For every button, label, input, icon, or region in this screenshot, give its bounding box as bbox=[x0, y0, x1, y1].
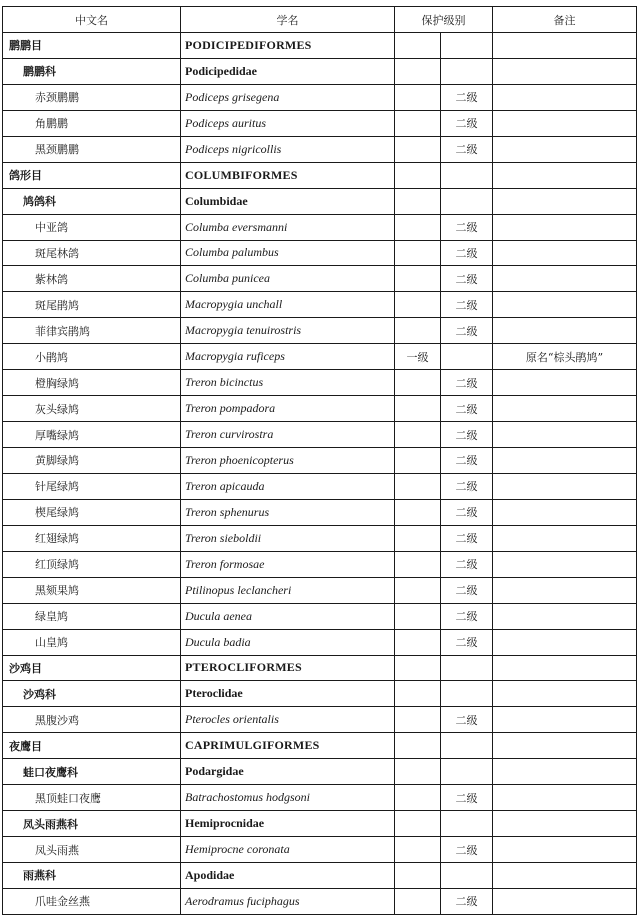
level-1-cell bbox=[395, 84, 441, 110]
level-1-cell bbox=[395, 655, 441, 681]
chinese-name-cell: 鹏鹏科 bbox=[3, 58, 181, 84]
scientific-name-cell: Treron formosae bbox=[181, 551, 395, 577]
remarks-cell bbox=[493, 422, 637, 448]
species-row bbox=[3, 551, 637, 577]
remarks-cell bbox=[493, 681, 637, 707]
level-2-cell: 二级 bbox=[441, 292, 493, 318]
level-2-cell: 二级 bbox=[441, 448, 493, 474]
scientific-name-cell: Treron sphenurus bbox=[181, 499, 395, 525]
remarks-cell bbox=[493, 136, 637, 162]
chinese-name-cell: 凤头雨燕科 bbox=[3, 811, 181, 837]
remarks-cell bbox=[493, 551, 637, 577]
chinese-name-cell: 雨燕科 bbox=[3, 863, 181, 889]
scientific-name-cell: Pterocles orientalis bbox=[181, 707, 395, 733]
level-2-cell: 二级 bbox=[441, 525, 493, 551]
species-row bbox=[3, 292, 637, 318]
scientific-name-cell: Podiceps nigricollis bbox=[181, 136, 395, 162]
scientific-name-cell: Hemiprocnidae bbox=[181, 811, 395, 837]
chinese-name-cell: 凤头雨燕 bbox=[3, 837, 181, 863]
level-1-cell bbox=[395, 33, 441, 59]
chinese-name-cell: 黑颈鹏鹏 bbox=[3, 136, 181, 162]
remarks-cell bbox=[493, 577, 637, 603]
remarks-cell bbox=[493, 188, 637, 214]
level-2-cell bbox=[441, 681, 493, 707]
remarks-cell bbox=[493, 603, 637, 629]
level-1-cell bbox=[395, 370, 441, 396]
level-1-cell bbox=[395, 811, 441, 837]
level-2-cell bbox=[441, 33, 493, 59]
chinese-name-cell: 紫林鸽 bbox=[3, 266, 181, 292]
level-1-cell bbox=[395, 629, 441, 655]
level-1-cell bbox=[395, 292, 441, 318]
scientific-name-cell: Treron phoenicopterus bbox=[181, 448, 395, 474]
remarks-cell bbox=[493, 214, 637, 240]
scientific-name-cell: Batrachostomus hodgsoni bbox=[181, 785, 395, 811]
remarks-cell bbox=[493, 318, 637, 344]
header-protection-level: 保护级别 bbox=[395, 7, 493, 33]
species-row bbox=[3, 448, 637, 474]
level-2-cell: 二级 bbox=[441, 577, 493, 603]
chinese-name-cell: 沙鸡科 bbox=[3, 681, 181, 707]
remarks-cell bbox=[493, 785, 637, 811]
level-2-cell bbox=[441, 655, 493, 681]
scientific-name-cell: Treron bicinctus bbox=[181, 370, 395, 396]
chinese-name-cell: 菲律宾鹃鸠 bbox=[3, 318, 181, 344]
level-1-cell bbox=[395, 188, 441, 214]
level-1-cell bbox=[395, 110, 441, 136]
remarks-cell bbox=[493, 525, 637, 551]
species-row bbox=[3, 888, 637, 914]
chinese-name-cell: 爪哇金丝燕 bbox=[3, 888, 181, 914]
remarks-cell bbox=[493, 266, 637, 292]
scientific-name-cell: Columba palumbus bbox=[181, 240, 395, 266]
chinese-name-cell: 鹏鹏目 bbox=[3, 33, 181, 59]
chinese-name-cell: 斑尾林鸽 bbox=[3, 240, 181, 266]
level-2-cell bbox=[441, 58, 493, 84]
chinese-name-cell: 黑颏果鸠 bbox=[3, 577, 181, 603]
header-remarks: 备注 bbox=[493, 7, 637, 33]
level-2-cell: 二级 bbox=[441, 551, 493, 577]
species-row bbox=[3, 396, 637, 422]
species-row bbox=[3, 136, 637, 162]
chinese-name-cell: 楔尾绿鸠 bbox=[3, 499, 181, 525]
level-2-cell: 二级 bbox=[441, 888, 493, 914]
level-1-cell bbox=[395, 240, 441, 266]
remarks-cell bbox=[493, 84, 637, 110]
level-1-cell bbox=[395, 58, 441, 84]
scientific-name-cell: Columba punicea bbox=[181, 266, 395, 292]
scientific-name-cell: Treron apicauda bbox=[181, 473, 395, 499]
scientific-name-cell: Macropygia unchall bbox=[181, 292, 395, 318]
level-1-cell bbox=[395, 603, 441, 629]
chinese-name-cell: 中亚鸽 bbox=[3, 214, 181, 240]
family-row bbox=[3, 811, 637, 837]
species-row bbox=[3, 84, 637, 110]
chinese-name-cell: 红顶绿鸠 bbox=[3, 551, 181, 577]
remarks-cell bbox=[493, 292, 637, 318]
level-2-cell: 二级 bbox=[441, 396, 493, 422]
species-row bbox=[3, 214, 637, 240]
chinese-name-cell: 黑顶蛙口夜鹰 bbox=[3, 785, 181, 811]
level-2-cell bbox=[441, 811, 493, 837]
scientific-name-cell: CAPRIMULGIFORMES bbox=[181, 733, 395, 759]
level-2-cell: 二级 bbox=[441, 473, 493, 499]
table-body bbox=[3, 33, 637, 915]
level-1-cell bbox=[395, 837, 441, 863]
species-row bbox=[3, 266, 637, 292]
remarks-cell bbox=[493, 863, 637, 889]
level-2-cell: 二级 bbox=[441, 499, 493, 525]
level-1-cell bbox=[395, 888, 441, 914]
remarks-cell bbox=[493, 240, 637, 266]
remarks-cell bbox=[493, 499, 637, 525]
scientific-name-cell: Treron curvirostra bbox=[181, 422, 395, 448]
chinese-name-cell: 厚嘴绿鸠 bbox=[3, 422, 181, 448]
level-1-cell bbox=[395, 785, 441, 811]
scientific-name-cell: Ptilinopus leclancheri bbox=[181, 577, 395, 603]
remarks-cell bbox=[493, 759, 637, 785]
scientific-name-cell: Columbidae bbox=[181, 188, 395, 214]
level-2-cell: 二级 bbox=[441, 603, 493, 629]
level-1-cell bbox=[395, 162, 441, 188]
level-1-cell bbox=[395, 525, 441, 551]
chinese-name-cell: 黄脚绿鸠 bbox=[3, 448, 181, 474]
species-row bbox=[3, 629, 637, 655]
remarks-cell bbox=[493, 33, 637, 59]
scientific-name-cell: Treron pompadora bbox=[181, 396, 395, 422]
level-2-cell bbox=[441, 162, 493, 188]
species-row bbox=[3, 785, 637, 811]
chinese-name-cell: 针尾绿鸠 bbox=[3, 473, 181, 499]
remarks-cell bbox=[493, 707, 637, 733]
chinese-name-cell: 小鹃鸠 bbox=[3, 344, 181, 370]
level-1-cell bbox=[395, 707, 441, 733]
level-2-cell: 二级 bbox=[441, 370, 493, 396]
species-row bbox=[3, 344, 637, 370]
scientific-name-cell: Apodidae bbox=[181, 863, 395, 889]
scientific-name-cell: PODICIPEDIFORMES bbox=[181, 33, 395, 59]
level-1-cell bbox=[395, 551, 441, 577]
level-1-cell bbox=[395, 759, 441, 785]
scientific-name-cell: Pteroclidae bbox=[181, 681, 395, 707]
level-2-cell: 二级 bbox=[441, 837, 493, 863]
level-1-cell bbox=[395, 681, 441, 707]
order-row bbox=[3, 162, 637, 188]
header-chinese-name: 中文名 bbox=[3, 7, 181, 33]
level-2-cell bbox=[441, 344, 493, 370]
species-row bbox=[3, 577, 637, 603]
species-row bbox=[3, 837, 637, 863]
remarks-cell bbox=[493, 629, 637, 655]
chinese-name-cell: 山皇鸠 bbox=[3, 629, 181, 655]
level-1-cell bbox=[395, 422, 441, 448]
level-1-cell bbox=[395, 473, 441, 499]
chinese-name-cell: 红翅绿鸠 bbox=[3, 525, 181, 551]
remarks-cell bbox=[493, 370, 637, 396]
chinese-name-cell: 斑尾鹃鸠 bbox=[3, 292, 181, 318]
chinese-name-cell: 蛙口夜鹰科 bbox=[3, 759, 181, 785]
level-2-cell: 二级 bbox=[441, 136, 493, 162]
species-row bbox=[3, 473, 637, 499]
family-row bbox=[3, 681, 637, 707]
remarks-cell bbox=[493, 473, 637, 499]
chinese-name-cell: 鸽形目 bbox=[3, 162, 181, 188]
chinese-name-cell: 灰头绿鸠 bbox=[3, 396, 181, 422]
level-2-cell bbox=[441, 733, 493, 759]
chinese-name-cell: 角鹏鹏 bbox=[3, 110, 181, 136]
remarks-cell bbox=[493, 655, 637, 681]
level-1-cell bbox=[395, 214, 441, 240]
level-1-cell bbox=[395, 499, 441, 525]
order-row bbox=[3, 655, 637, 681]
level-1-cell bbox=[395, 863, 441, 889]
species-row bbox=[3, 603, 637, 629]
remarks-cell bbox=[493, 811, 637, 837]
scientific-name-cell: Podiceps grisegena bbox=[181, 84, 395, 110]
scientific-name-cell: Columba eversmanni bbox=[181, 214, 395, 240]
remarks-cell bbox=[493, 58, 637, 84]
family-row bbox=[3, 759, 637, 785]
family-row bbox=[3, 863, 637, 889]
chinese-name-cell: 鸠鸽科 bbox=[3, 188, 181, 214]
chinese-name-cell: 橙胸绿鸠 bbox=[3, 370, 181, 396]
scientific-name-cell: Macropygia ruficeps bbox=[181, 344, 395, 370]
level-2-cell: 二级 bbox=[441, 785, 493, 811]
chinese-name-cell: 黑腹沙鸡 bbox=[3, 707, 181, 733]
remarks-cell bbox=[493, 837, 637, 863]
level-2-cell bbox=[441, 863, 493, 889]
level-2-cell: 二级 bbox=[441, 707, 493, 733]
species-row bbox=[3, 525, 637, 551]
level-1-cell bbox=[395, 733, 441, 759]
family-row bbox=[3, 188, 637, 214]
species-row bbox=[3, 707, 637, 733]
species-protection-table-container bbox=[2, 6, 636, 915]
species-row bbox=[3, 318, 637, 344]
scientific-name-cell: Macropygia tenuirostris bbox=[181, 318, 395, 344]
level-2-cell: 二级 bbox=[441, 318, 493, 344]
species-row bbox=[3, 240, 637, 266]
scientific-name-cell: Podargidae bbox=[181, 759, 395, 785]
species-row bbox=[3, 370, 637, 396]
level-2-cell bbox=[441, 759, 493, 785]
remarks-cell bbox=[493, 733, 637, 759]
level-2-cell: 二级 bbox=[441, 240, 493, 266]
level-1-cell bbox=[395, 136, 441, 162]
chinese-name-cell: 绿皇鸠 bbox=[3, 603, 181, 629]
header-scientific-name: 学名 bbox=[181, 7, 395, 33]
remarks-cell: 原名“棕头鹃鸠” bbox=[493, 344, 637, 370]
level-1-cell bbox=[395, 318, 441, 344]
scientific-name-cell: Hemiprocne coronata bbox=[181, 837, 395, 863]
level-1-cell: 一级 bbox=[395, 344, 441, 370]
scientific-name-cell: Aerodramus fuciphagus bbox=[181, 888, 395, 914]
scientific-name-cell: PTEROCLIFORMES bbox=[181, 655, 395, 681]
chinese-name-cell: 沙鸡目 bbox=[3, 655, 181, 681]
remarks-cell bbox=[493, 448, 637, 474]
level-2-cell: 二级 bbox=[441, 422, 493, 448]
species-row bbox=[3, 110, 637, 136]
species-protection-table bbox=[2, 6, 637, 915]
scientific-name-cell: Treron sieboldii bbox=[181, 525, 395, 551]
remarks-cell bbox=[493, 110, 637, 136]
level-2-cell: 二级 bbox=[441, 214, 493, 240]
level-2-cell: 二级 bbox=[441, 110, 493, 136]
scientific-name-cell: Podiceps auritus bbox=[181, 110, 395, 136]
level-1-cell bbox=[395, 396, 441, 422]
level-1-cell bbox=[395, 448, 441, 474]
order-row bbox=[3, 733, 637, 759]
remarks-cell bbox=[493, 888, 637, 914]
order-row bbox=[3, 33, 637, 59]
level-2-cell: 二级 bbox=[441, 266, 493, 292]
species-row bbox=[3, 499, 637, 525]
family-row bbox=[3, 58, 637, 84]
chinese-name-cell: 夜鹰目 bbox=[3, 733, 181, 759]
level-1-cell bbox=[395, 577, 441, 603]
remarks-cell bbox=[493, 396, 637, 422]
scientific-name-cell: Ducula aenea bbox=[181, 603, 395, 629]
level-2-cell bbox=[441, 188, 493, 214]
scientific-name-cell: Podicipedidae bbox=[181, 58, 395, 84]
level-1-cell bbox=[395, 266, 441, 292]
chinese-name-cell: 赤颈鹏鹏 bbox=[3, 84, 181, 110]
level-2-cell: 二级 bbox=[441, 629, 493, 655]
remarks-cell bbox=[493, 162, 637, 188]
scientific-name-cell: Ducula badia bbox=[181, 629, 395, 655]
species-row bbox=[3, 422, 637, 448]
level-2-cell: 二级 bbox=[441, 84, 493, 110]
table-header-row bbox=[3, 7, 637, 33]
scientific-name-cell: COLUMBIFORMES bbox=[181, 162, 395, 188]
